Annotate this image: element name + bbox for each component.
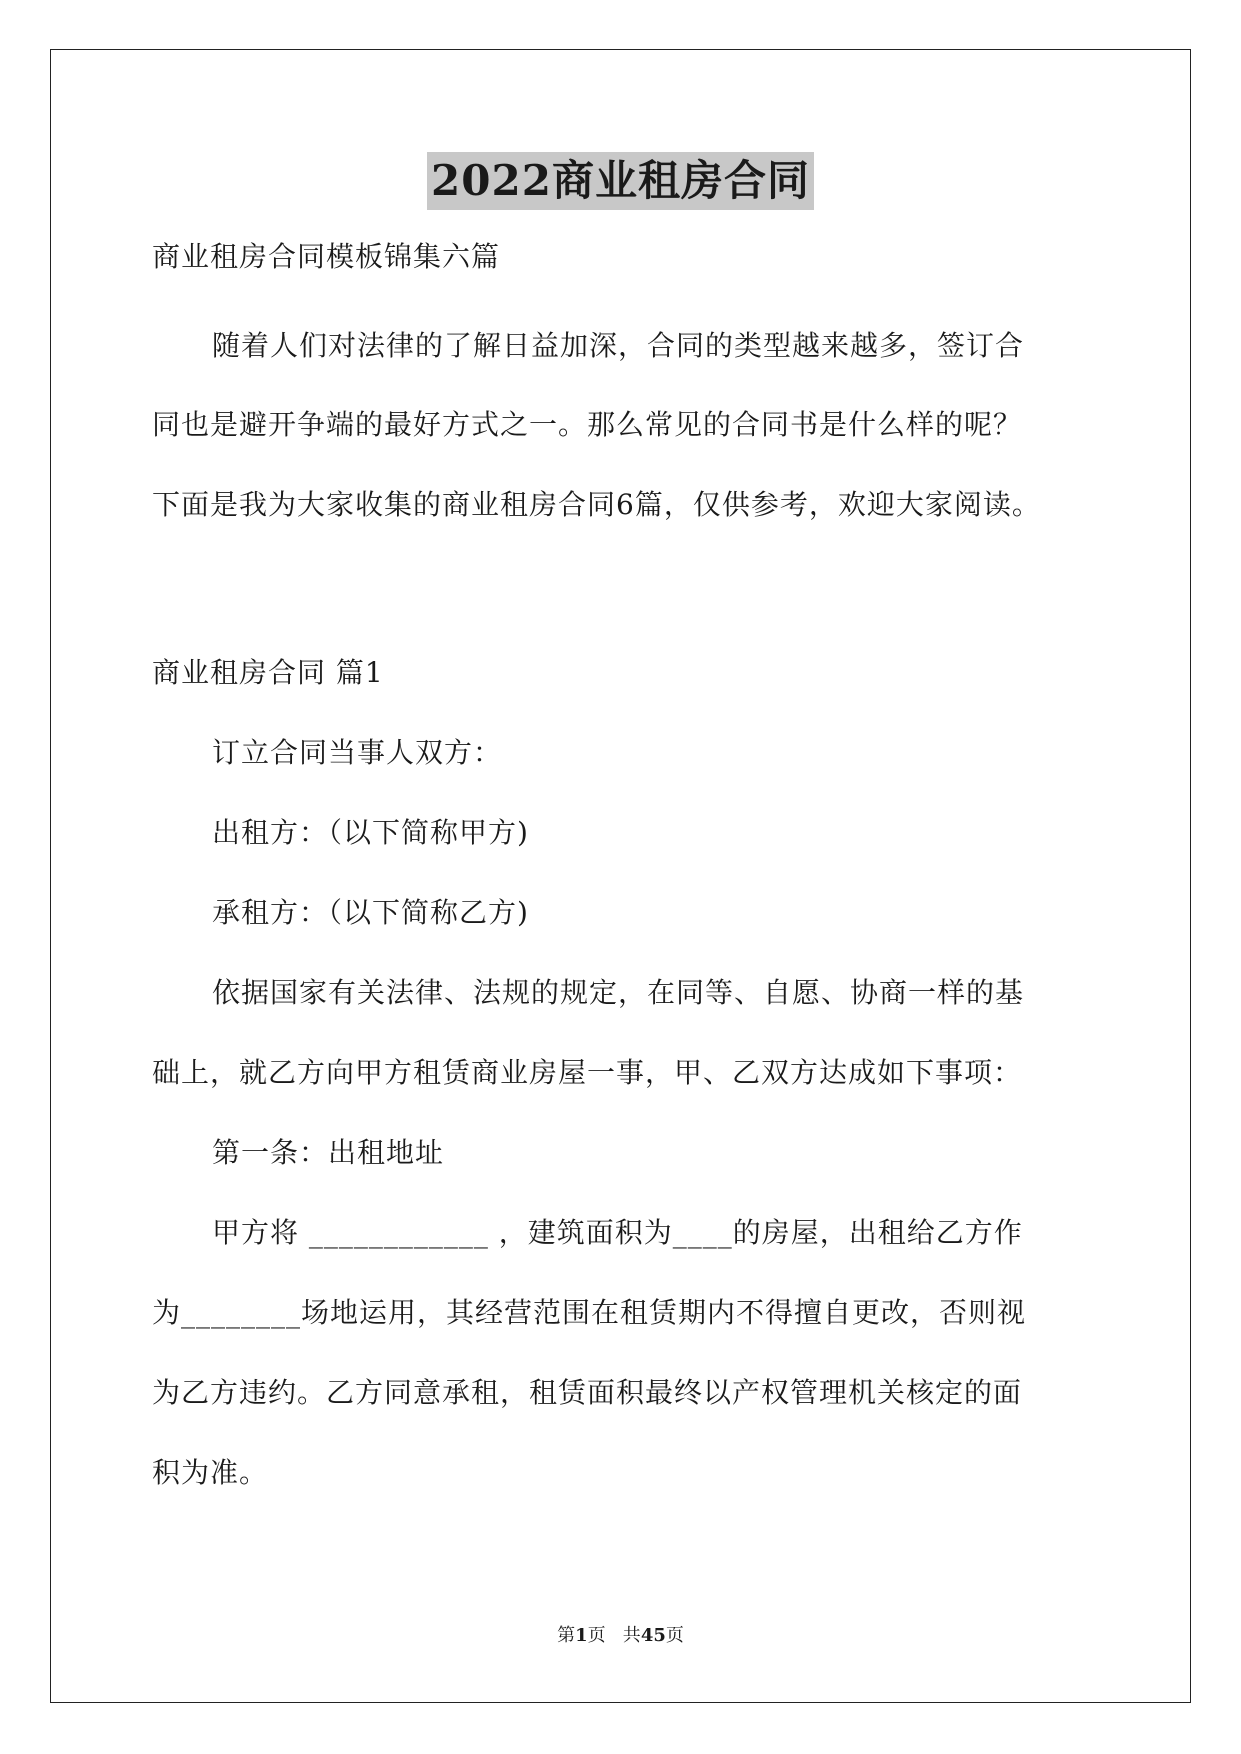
body-line-1: 订立合同当事人双方：: [212, 736, 503, 769]
body-line-6: 第一条：出租地址: [212, 1136, 445, 1169]
footer-suffix: 页: [665, 1625, 684, 1646]
body-line-4: 依据国家有关法律、法规的规定，在同等、自愿、协商一样的基: [212, 976, 1025, 1009]
document-subtitle: 商业租房合同模板锦集六篇: [152, 240, 501, 273]
section-heading: 商业租房合同 篇1: [152, 656, 384, 689]
title-wrap: [0, 152, 1241, 210]
body-line-3: 承租方：（以下简称乙方): [212, 896, 529, 929]
body-line-8: 为________场地运用，其经营范围在租赁期内不得擅自更改，否则视: [152, 1296, 1027, 1329]
body-line-10: 积为准。: [152, 1456, 269, 1489]
intro-line-1: 随着人们对法律的了解日益加深，合同的类型越来越多，签订合: [212, 329, 1025, 362]
page-footer: [0, 1624, 1241, 1648]
body-line-9: 为乙方违约。乙方同意承租，租赁面积最终以产权管理机关核定的面: [152, 1376, 1023, 1409]
intro-line-2: 同也是避开争端的最好方式之一。那么常见的合同书是什么样的呢？: [152, 408, 1023, 441]
document-title: 2022商业租房合同: [427, 152, 814, 210]
body-line-5: 础上，就乙方向甲方租赁商业房屋一事，甲、乙双方达成如下事项：: [152, 1056, 1023, 1089]
current-page-number: 1: [575, 1625, 588, 1646]
body-line-7: 甲方将 ____________ ，建筑面积为____的房屋，出租给乙方作: [212, 1216, 1023, 1249]
intro-line-3: 下面是我为大家收集的商业租房合同6篇，仅供参考，欢迎大家阅读。: [152, 488, 1041, 521]
total-pages-number: 45: [640, 1625, 666, 1646]
body-line-2: 出租方：（以下简称甲方): [212, 816, 529, 849]
footer-mid: 页 共: [587, 1625, 641, 1646]
footer-prefix: 第: [557, 1625, 576, 1646]
